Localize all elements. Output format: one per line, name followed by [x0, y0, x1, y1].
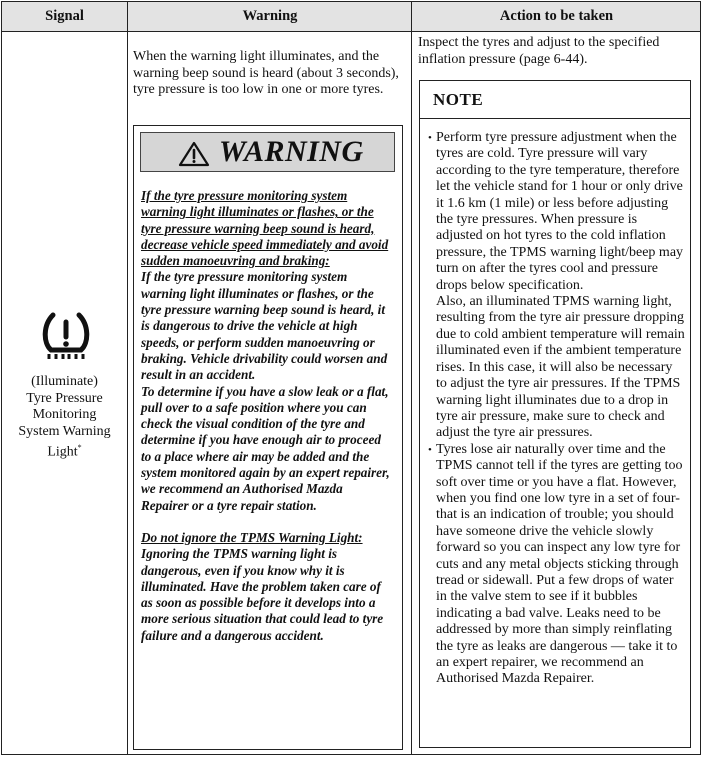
note-item — [428, 442, 686, 688]
action-cell — [413, 32, 700, 754]
note-box-header — [420, 81, 690, 119]
signal-description — [2, 374, 127, 461]
signal-line: Monitoring — [32, 407, 97, 422]
note-body — [428, 130, 686, 688]
warning-paragraph: If the tyre pressure monitoring system warning light illuminates or flashes, or the tyre pressure warning beep sound is heard, it is dangerous to drive the vehicle at high speeds, or perform sudden manoeuvring or braking. Vehicle drivability could worsen and result in an accident. — [141, 269, 388, 383]
bullet-icon: • — [428, 443, 432, 456]
tpms-signal-table — [1, 1, 701, 755]
signal-line — [2, 440, 127, 461]
header-action: Action to be taken — [499, 8, 614, 24]
warning-box-body — [141, 188, 393, 644]
column-divider — [411, 2, 412, 754]
note-item — [428, 130, 686, 442]
signal-line: Tyre Pressure — [26, 390, 103, 406]
note-text: Also, an illuminated TPMS warning light, resulting from the tyre air pressure dropping due to cold ambient temperature will remain illuminated even if the ambient temperature rises. In this case, it will also be necessary to adjust the tyre air pressures. If the TPMS warning light illuminates due to a drop in tyre air pressure, make sure to check and adjust the tyre air pressures. — [436, 294, 685, 441]
warning-cell — [129, 32, 411, 754]
note-title: NOTE — [433, 90, 484, 109]
warning-paragraph: Do not ignore the TPMS Warning Light: — [141, 529, 363, 545]
footnote-mark: * — [77, 443, 82, 452]
header-warning: Warning — [242, 8, 298, 24]
warning-intro: When the warning light illuminates, and the warning beep sound is heard (about 3 seconds), tyre pressure is too low in one or more tyres. — [133, 49, 399, 97]
warning-box — [133, 125, 403, 750]
warning-box-title: WARNING — [219, 135, 364, 168]
header-signal: Signal — [45, 8, 84, 24]
table-header-row — [2, 2, 700, 32]
bullet-icon: • — [428, 132, 432, 144]
note-box — [419, 80, 691, 748]
warning-box-header — [140, 132, 395, 172]
warning-triangle-icon — [178, 141, 210, 167]
tpms-warning-icon — [40, 312, 92, 360]
note-text: Perform tyre pressure adjustment when the tyres are cold. Tyre pressure will vary according to the tyre temperature, therefore let the vehicle stand for 1 hour or only drive it 1.6 km (1 mile) or less before adjusting the tyre pressures. When pressure is adjusted on hot tyres to the cold inflation pressure, the TPMS warning light/beep may turn on after the tyres cool and pressure drops below specification. — [436, 130, 684, 293]
action-intro: Inspect the tyres and adjust to the specified inflation pressure (page 6-44). — [418, 35, 660, 67]
column-divider — [127, 2, 128, 754]
signal-cell — [2, 32, 127, 754]
warning-paragraph: Ignoring the TPMS warning light is dangerous, even if you know why it is illuminated. Have the problem taken care of as soon as possible before it develops into a more serious situation that could lead to tyre failure and a dangerous accident. — [141, 546, 384, 643]
warning-paragraph: To determine if you have a slow leak or a flat, pull over to a safe position where you can check the visual condition of the tyre and determine if you have enough air to proceed to a place where air may be added and the system monitored again by an expert repairer, we recommend an Authorised Mazda Repairer or a tyre repair station. — [141, 383, 390, 513]
signal-line: (Illuminate) — [31, 374, 98, 389]
signal-line: System Warning — [18, 423, 111, 439]
signal-line-text: Light — [47, 444, 78, 460]
note-text: Tyres lose air naturally over time and the TPMS cannot tell if the tyres are getting too soft over time or you have a flat. However, when you find one low tyre in a set of four-that is an indication of trouble; you should have someone drive the vehicle slowly forward so you can inspect any low tyre for cuts and any metal objects sticking through tread or sidewall. Put a few drops of water in the valve stem to see if it bubbles indicating a bad valve. Leaks need to be addressed by more than simply reinflating the tyre as leaks are dangerous — take it to an expert repairer, we recommend an Authorised Mazda Repairer. — [436, 441, 683, 687]
warning-paragraph: If the tyre pressure monitoring system warning light illuminates or flashes, or the tyre pressure warning beep sound is heard, decrease vehicle speed immediately and avoid sudden manoeuvring and braking: — [141, 188, 389, 269]
